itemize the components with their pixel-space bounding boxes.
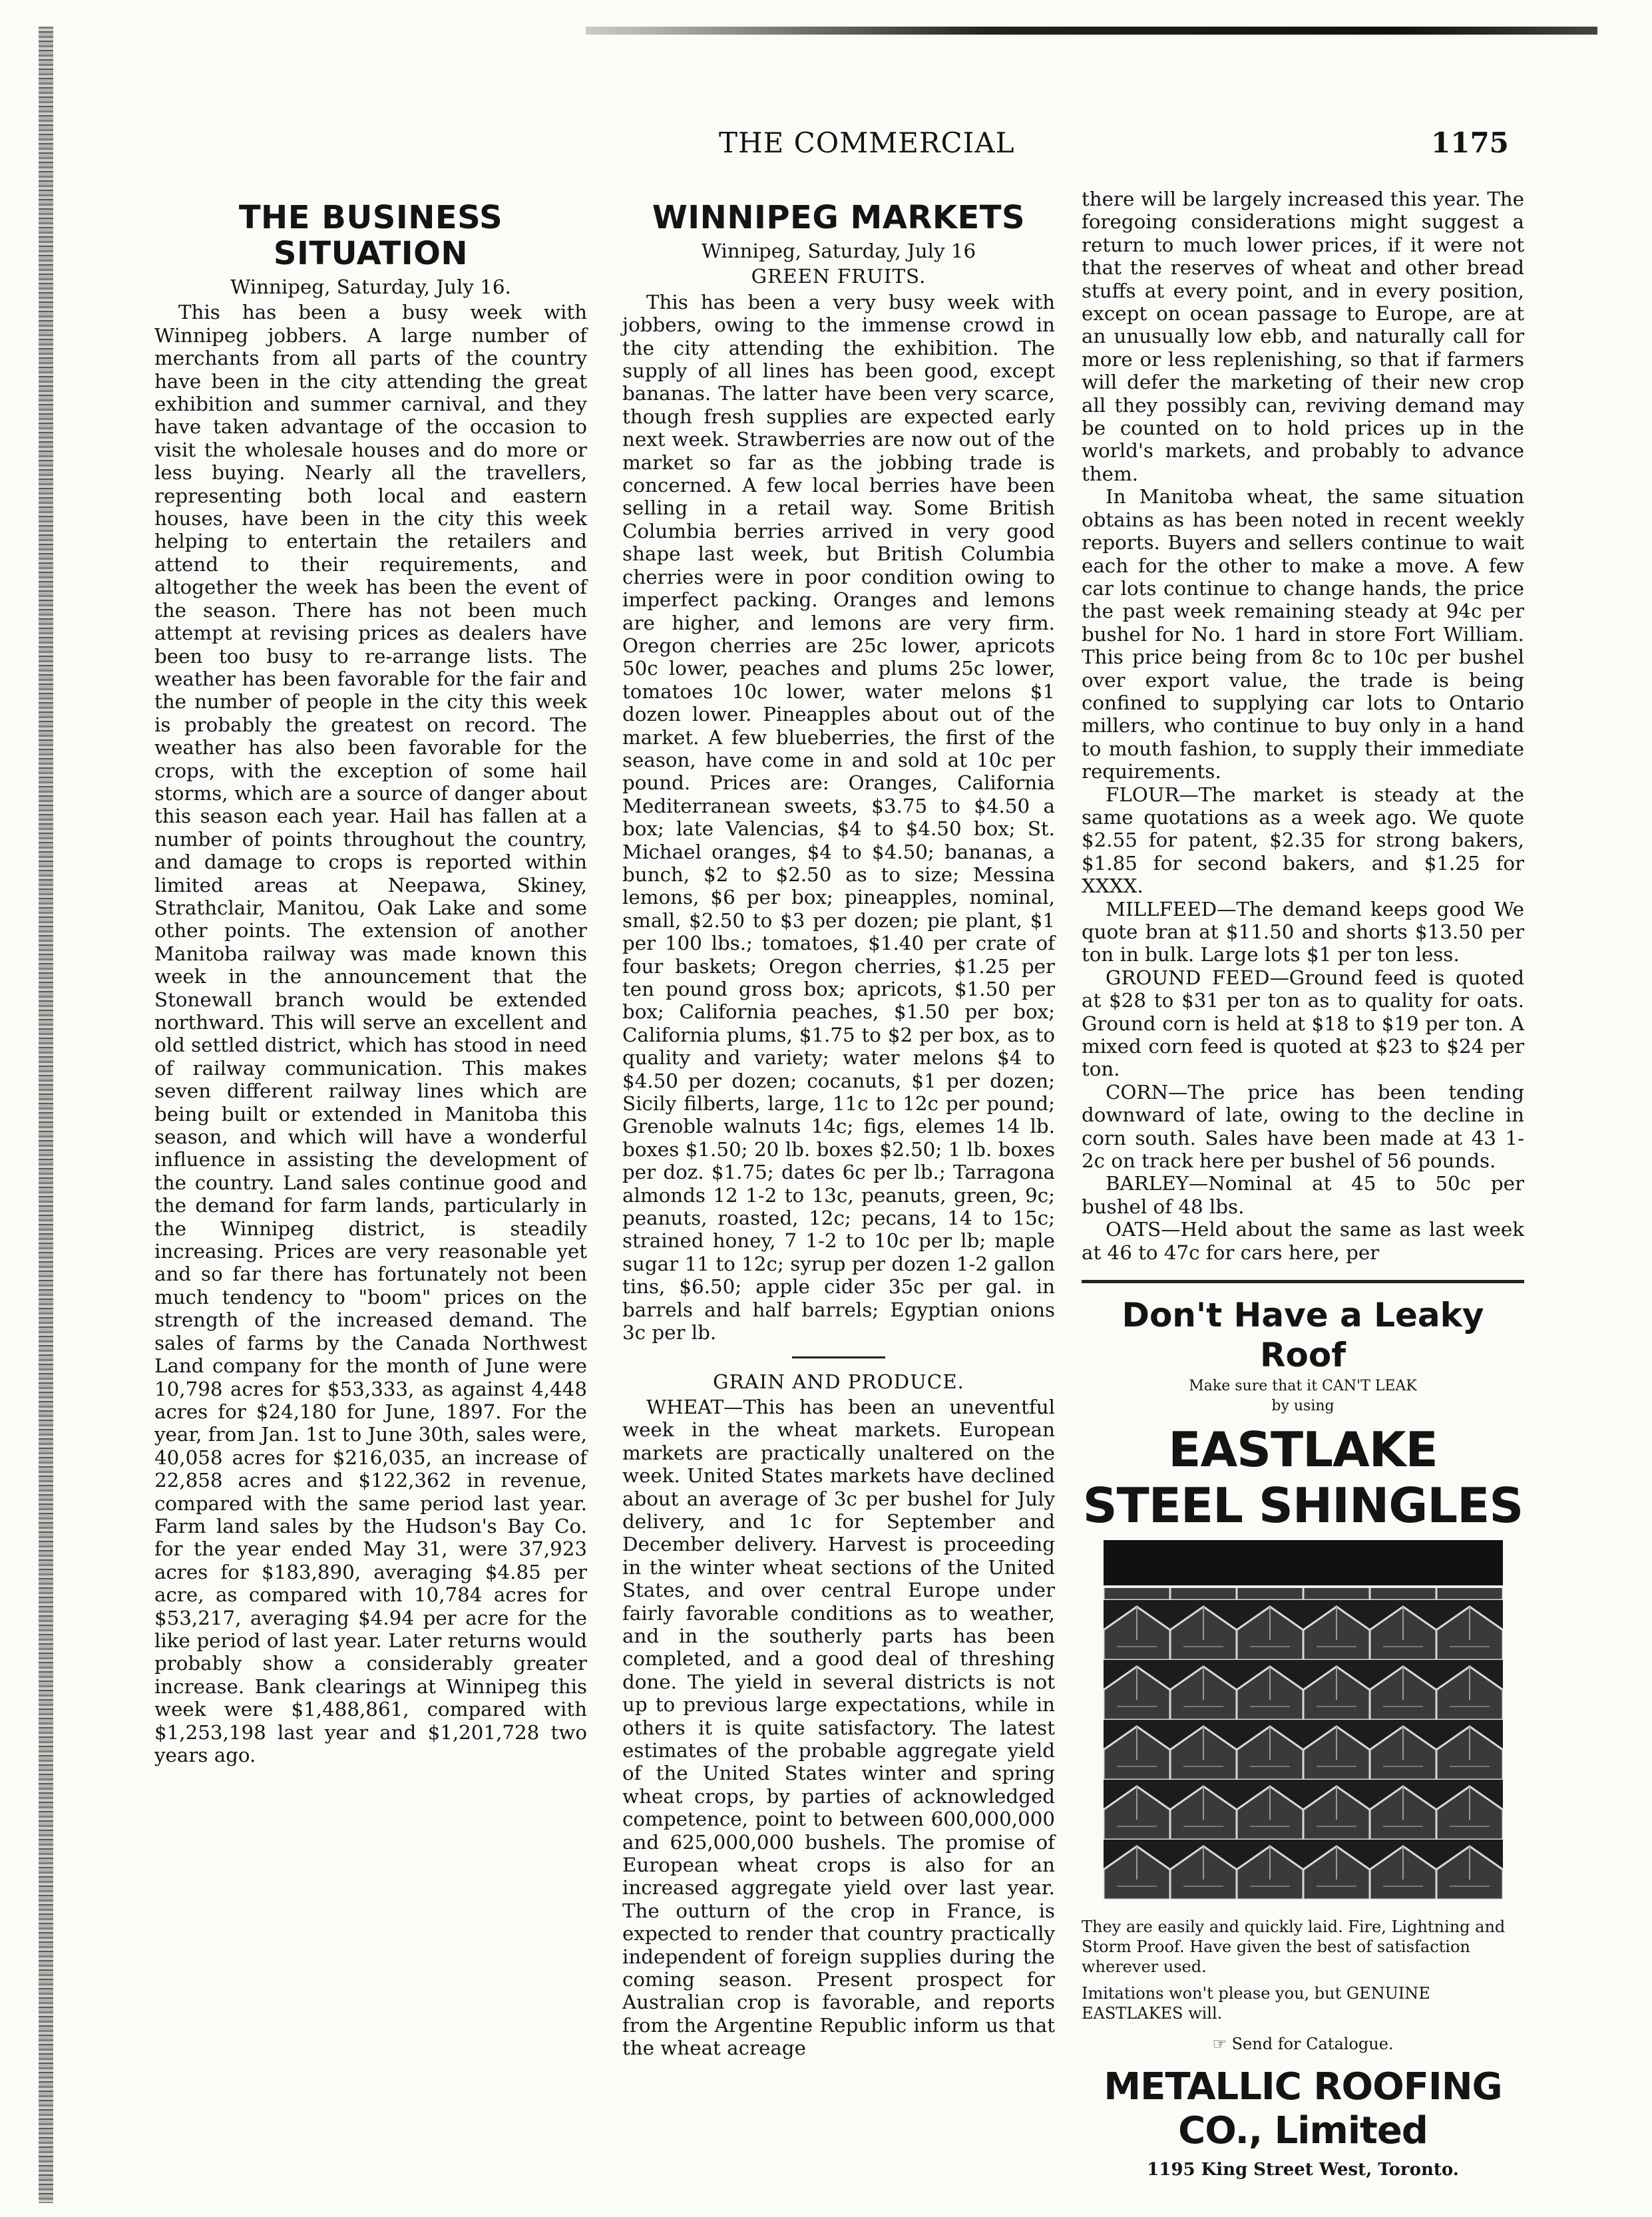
ad-company: METALLIC ROOFING CO., Limited bbox=[1104, 2065, 1502, 2152]
eastlake-advertisement bbox=[1082, 1295, 1524, 2181]
ad-brand: EASTLAKE STEEL SHINGLES bbox=[1082, 1422, 1524, 1534]
ad-subtitle-2: by using bbox=[1271, 1398, 1335, 1415]
oats-paragraph: OATS—Held about the same as last week at 46 to 47c for cars here, per bbox=[1082, 1218, 1524, 1264]
pointing-hand-icon: ☞ bbox=[1212, 2035, 1232, 2054]
barley-paragraph: BARLEY—Nominal at 45 to 50c per bushel of 48 lbs. bbox=[1082, 1172, 1524, 1218]
running-head: THE COMMERCIAL bbox=[719, 126, 1015, 159]
grain-produce-heading: GRAIN AND PRODUCE. bbox=[713, 1370, 964, 1393]
advertisement-rule bbox=[1082, 1280, 1524, 1283]
business-situation-headline: THE BUSINESS SITUATION bbox=[238, 199, 503, 272]
ad-subtitle: Make sure that it CAN'T LEAK bbox=[1189, 1378, 1417, 1395]
winnipeg-markets-column bbox=[622, 200, 1055, 2060]
business-paragraph: This has been a busy week with Winnipeg jobbers. A large number of merchants from all parts of the country have been in the city attending the great exhibition and summer carnival, and they have taken advantage of the occasion to visit the wholesale houses and do more or less buying. Nearly all the travellers, representing both local and eastern houses, have been in the city this week helping to entertain the retailers and attend to their requirements, and altogether the week has been the event of the season. There has not been much attempt at revising prices as dealers have been too busy to re-arrange lists. The weather has been favorable for the fair and the number of people in the city this week is probably the greatest on record. The weather has also been favorable for the crops, with the exception of some hail storms, which are a source of danger about this season each year. Hail has fallen at a number of points throughout the country, and damage to crops is reported within limited areas at Neepawa, Skiney, Strathclair, Manitou, Oak Lake and some other points. The extension of another Manitoba railway was made known this week in the announcement that the Stonewall branch would be extended northward. This will serve an excellent and old settled district, which has stood in need of railway communication. This makes seven different railway lines which are being built or extended in Manitoba this season, and which will have a wonderful influence in assisting the development of the country. Land sales continue good and the demand for farm lands, particularly in the Winnipeg district, is steadily increasing. Prices are very reasonable yet and so far there has fortunately not been much tendency to "boom" prices on the strength of the increased demand. The sales of farms by the Canada Northwest Land company for the month of June were 10,798 acres for $53,333, as against 4,448 acres for $24,180 for June, 1897. For the year, from Jan. 1st to June 30th, sales were, 40,058 acres for $216,035, an increase of 22,858 acres and $122,362 in revenue, compared with the same period last year. Farm land sales by the Hudson's Bay Co. for the year ended May 31, were 37,923 acres for $183,890, averaging $4.85 per acre, as compared with 10,784 acres for $53,217, averaging $4.94 per acre for the like period of last year. Later returns would probably show a considerably greater increase. Bank clearings at Winnipeg this week were $1,488,861, compared with $1,253,198 last year and $1,201,728 two years ago. bbox=[154, 301, 587, 1766]
section-divider bbox=[792, 1356, 885, 1358]
wheat-paragraph: WHEAT—This has been an uneventful week in the wheat markets. European markets are practically unaltered on the week. United States markets have declined about an average of 3c per bushel for July delivery, and 1c for September and December delivery. Harvest is proceeding in the winter wheat sections of the United States, and over central Europe under fairly favorable conditions as to weather, and in the southerly parts has been completed, and a good deal of threshing done. The yield in several districts is not up to previous large expectations, while in others it is quite satisfactory. The latest estimates of the probable aggregate yield of the United States winter and spring wheat crops, by parties of acknowledged competence, point to between 600,000,000 and 625,000,000 bushels. The promise of European wheat crops is also for an increased aggregate yield over last year. The outturn of the crop in France, is expected to render that country practically independent of foreign supplies during the coming season. Present prospect for Australian crop is favorable, and reports from the Argentine Republic inform us that the wheat acreage bbox=[622, 1395, 1055, 2060]
flour-paragraph: FLOUR—The market is steady at the same quotations as a week ago. We quote $2.55 for patent, $2.35 for strong bakers, $1.85 for second bakers, and $1.25 for XXXX. bbox=[1082, 783, 1524, 898]
markets-dateline: Winnipeg, Saturday, July 16 bbox=[701, 240, 976, 262]
corn-paragraph: CORN—The price has been tending downward of late, owing to the decline in corn south. Sales have been made at 43 1-2c on track here per bushel of 56 pounds. bbox=[1082, 1080, 1524, 1173]
green-fruits-paragraph: This has been a very busy week with jobbers, owing to the immense crowd in the city attending the exhibition. The supply of all lines has been good, except bananas. The latter have been very scarce, though fresh supplies are expected early next week. Strawberries are now out of the market so far as the jobbing trade is concerned. A few local berries have been selling in a retail way. Some British Columbia berries arrived in very good shape last week, but British Columbia cherries were in poor condition owing to imperfect packing. Oranges and lemons are higher, and lemons are very firm. Oregon cherries are 25c lower, apricots 50c lower, peaches and plums 25c lower, tomatoes 10c lower, water melons $1 dozen lower. Pineapples about out of the market. A few blueberries, the first of the season, have come in and sold at 10c per pound. Prices are: Oranges, California Mediterranean sweets, $3.75 to $4.50 a box; late Valencias, $4 to $4.50 box; St. Michael oranges, $4 to $4.50; bananas, a bunch, $2 to $2.50 as to size; Messina lemons, $6 per box; pineapples, nominal, small, $2.50 to $3 per dozen; pie plant, $1 per 100 lbs.; tomatoes, $1.40 per crate of four baskets; Oregon cherries, $1.25 per ten pound gross box; apricots, $1.50 per box; California peaches, $1.50 per box; California plums, $1.75 to $2 per box, as to quality and variety; water melons $4 to $4.50 per dozen; cocanuts, $1 per dozen; Sicily filberts, large, 11c to 12c per pound; Grenoble walnuts 14c; figs, elemes 14 lb. boxes $1.50; 20 lb. boxes $2.50; 1 lb. boxes per doz. $1.75; dates 6c per lb.; Tarragona almonds 12 1-2 to 13c, peanuts, green, 9c; peanuts, roasted, 12c; pecans, 14 to 15c; strained honey, 7 1-2 to 10c per lb; maple sugar 11 to 12c; syrup per dozen 1-2 gallon tins, $6.50; apple cider 35c per gal. in barrels and half barrels; Egyptian onions 3c per lb. bbox=[622, 290, 1055, 1344]
top-rule bbox=[586, 27, 1597, 35]
continued-paragraph: there will be largely increased this year. The foregoing considerations might suggest a return to much lower prices, if it were not that the reserves of wheat and other bread stuffs at every point, and in every position, except on ocean passage to Europe, are at an unusually low ebb, and naturally call for more or less replenishing, so that if farmers will defer the marketing of their new crop all they possibly can, reviving demand may be counted on to hold prices up in the world's markets, and probably to advance them. bbox=[1082, 188, 1524, 485]
markets-continued-column bbox=[1082, 188, 1524, 2181]
ad-address: 1195 King Street West, Toronto. bbox=[1147, 2159, 1459, 2180]
green-fruits-heading: GREEN FRUITS. bbox=[751, 265, 927, 288]
page-edge-scan-artifact bbox=[39, 27, 53, 2203]
ad-copy: They are easily and quickly laid. Fire, Lightning and Storm Proof. Have given the best of satisfaction wherever used. bbox=[1082, 1917, 1506, 1977]
ground-feed-paragraph: GROUND FEED—Ground feed is quoted at $28 to $31 per ton as to quality for oats. Ground corn is held at $18 to $19 per ton. A mixed corn feed is quoted at $23 to $24 per ton. bbox=[1082, 966, 1524, 1081]
winnipeg-markets-headline: WINNIPEG MARKETS bbox=[652, 199, 1026, 236]
ad-imitations: Imitations won't please you, but GENUINE EASTLAKES will. bbox=[1082, 1984, 1430, 2023]
ad-send-catalogue bbox=[1082, 2033, 1524, 2055]
shingle-roof-illustration bbox=[1104, 1540, 1503, 1900]
business-dateline: Winnipeg, Saturday, July 16. bbox=[230, 276, 511, 298]
shingle-pattern-graphic bbox=[1104, 1540, 1503, 1900]
ad-title: Don't Have a Leaky Roof bbox=[1122, 1296, 1484, 1375]
ad-send-label: Send for Catalogue. bbox=[1231, 2035, 1394, 2054]
page-number: 1175 bbox=[1431, 126, 1509, 159]
manitoba-wheat-paragraph: In Manitoba wheat, the same situation obtains as has been noted in recent weekly reports. Buyers and sellers continue to wait each for the other to make a move. A few car lots continue to change hands, the price the past week remaining steady at 94c per bushel for No. 1 hard in store Fort William. This price being from 8c to 10c per bushel over export value, the trade is being confined to supplying car lots to Ontario millers, who continue to buy only in a hand to mouth fashion, to supply their immediate requirements. bbox=[1082, 485, 1524, 783]
business-situation-column bbox=[154, 200, 587, 1766]
millfeed-paragraph: MILLFEED—The demand keeps good We quote bran at $11.50 and shorts $13.50 per ton in bulk. Large lots $1 per ton less. bbox=[1082, 897, 1524, 966]
